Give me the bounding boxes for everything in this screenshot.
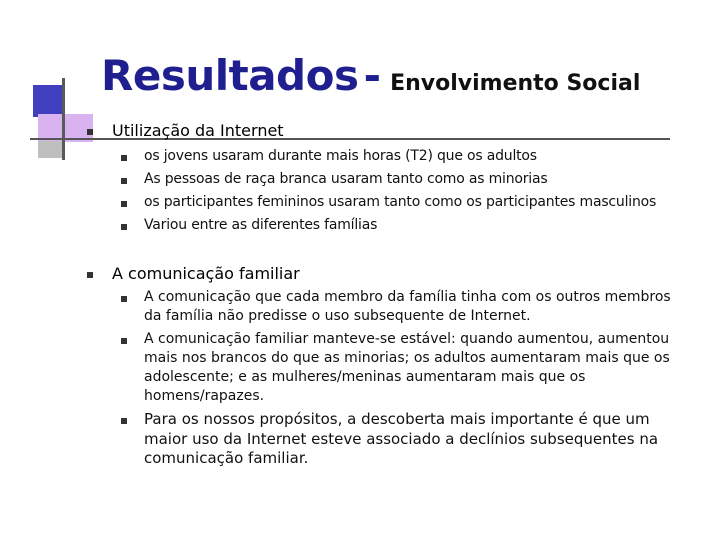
slide-title xyxy=(101,51,640,100)
section-heading-familiar: A comunicação familiar xyxy=(112,264,300,283)
list-item: A comunicação que cada membro da família tinha com os outros membros da família não predisse o uso subsequente de Internet. xyxy=(144,289,671,324)
title-subtitle: Envolvimento Social xyxy=(390,71,641,96)
list-item: As pessoas de raça branca usaram tanto como as minorias xyxy=(144,171,548,187)
list-item: Variou entre as diferentes famílias xyxy=(144,217,378,233)
item-bullet-icon xyxy=(121,338,127,344)
title-main: Resultados xyxy=(101,51,359,100)
item-bullet-icon xyxy=(121,418,127,424)
title-separator: - xyxy=(363,51,381,100)
list-item: Para os nossos propósitos, a descoberta mais importante é que um maior uso da Internet esteve associado a declínios subsequentes na comunicação familiar. xyxy=(144,410,659,467)
decor-square-dark xyxy=(33,85,65,117)
section-heading-internet: Utilização da Internet xyxy=(112,121,284,140)
item-bullet-icon xyxy=(121,155,127,161)
item-bullet-icon xyxy=(121,178,127,184)
section-bullet-icon xyxy=(87,272,93,278)
item-bullet-icon xyxy=(121,296,127,302)
decor-vertical-line xyxy=(62,78,65,160)
item-bullet-icon xyxy=(121,201,127,207)
item-bullet-icon xyxy=(121,224,127,230)
list-item: os jovens usaram durante mais horas (T2) que os adultos xyxy=(144,148,537,164)
section-bullet-icon xyxy=(87,129,93,135)
list-item: os participantes femininos usaram tanto como os participantes masculinos xyxy=(144,194,657,210)
decor-square-gray xyxy=(38,141,62,158)
list-item: A comunicação familiar manteve-se estável: quando aumentou, aumentou mais nos brancos do que as minorias; os adultos aumentaram mais que os adolescente; e as mulheres/meninas aumentaram mais que os homens/rapazes. xyxy=(144,331,670,404)
